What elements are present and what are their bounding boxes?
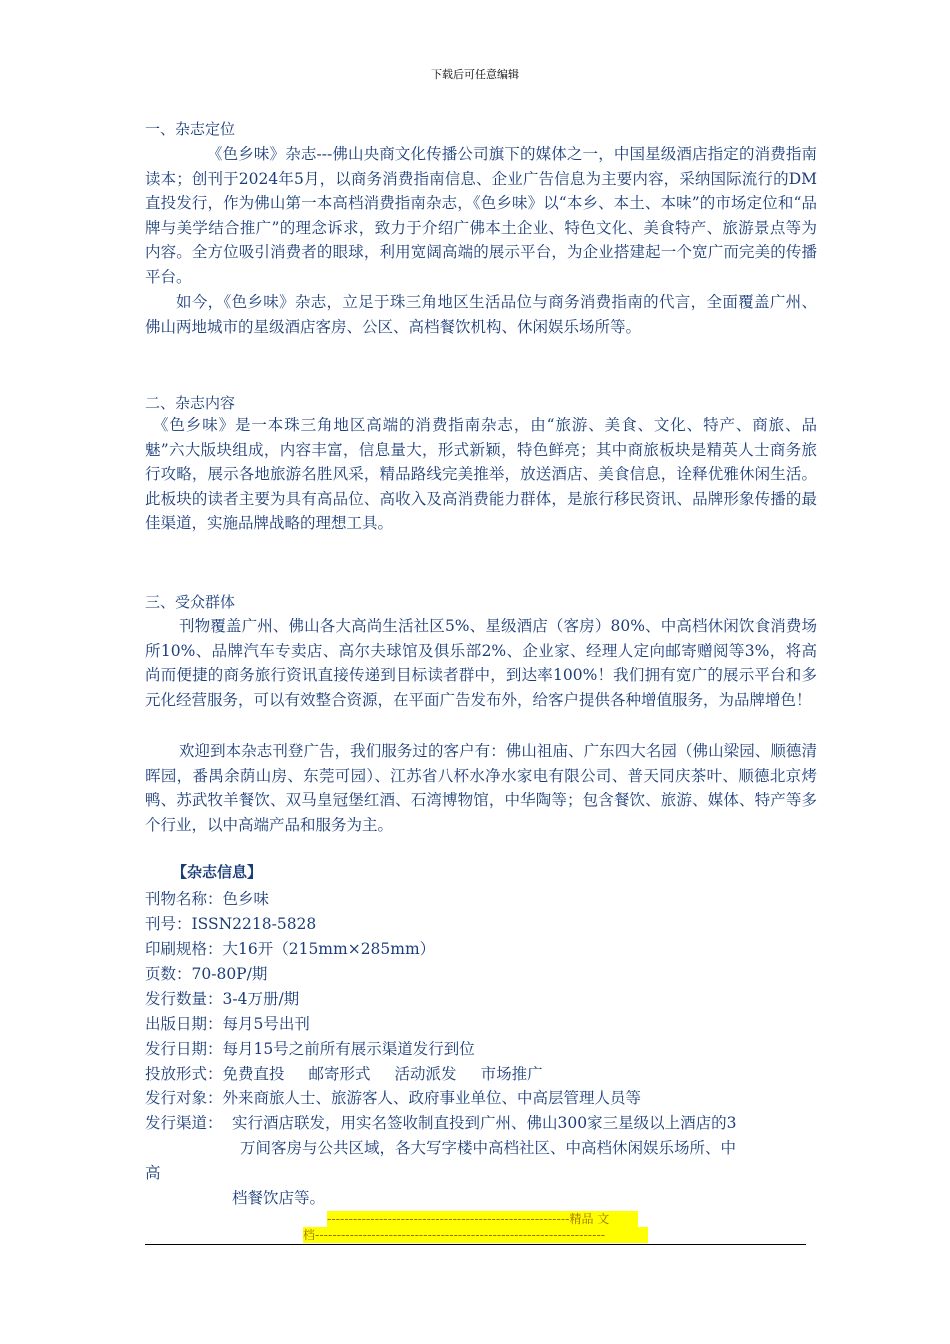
footer-divider <box>145 1244 806 1245</box>
page-header-note: 下载后可任意编辑 <box>431 68 519 81</box>
info-channel-label: 发行渠道： <box>145 1114 223 1132</box>
audience-paragraph-2: 欢迎到本杂志刊登广告，我们服务过的客户有：佛山祖庙、广东四大名园（佛山梁园、顺德清晖园，番禺余荫山房、东莞可园）、江苏省八杯水净水家电有限公司、普天同庆茶叶、顺德北京烤鸭、苏武牧羊餐饮、双马皇冠堡红酒、石湾博物馆，中华陶等；包含餐饮、旅游、媒体、特产等多个行业，以中高端产品和服务为主。 <box>145 742 817 834</box>
info-title: 【杂志信息】 <box>172 863 263 881</box>
section-title-content: 二、杂志内容 <box>145 394 236 412</box>
info-channel-line: 实行酒店联发，用实名签收制直投到广州、佛山300家三星级以上酒店的3 <box>232 1114 737 1132</box>
info-circulation: 发行数量：3-4万册/期 <box>145 990 300 1008</box>
info-channel-line: 万间客房与公共区域，各大写字楼中高档社区、中高档休闲娱乐场所、中 <box>240 1139 737 1157</box>
info-pages: 页数：70-80P/期 <box>145 965 268 983</box>
info-target: 发行对象：外来商旅人士、旅游客人、政府事业单位、中高层管理人员等 <box>145 1089 642 1107</box>
footer-watermark-line: 档------------------------------------------------------------------- <box>303 1227 648 1243</box>
info-delivery-item: 免费直投 <box>222 1065 285 1083</box>
info-spec: 印刷规格：大16开（215mm×285mm） <box>145 940 436 958</box>
info-delivery <box>145 1062 543 1087</box>
content-paragraph-1: 《色乡味》是一本珠三角地区高端的消费指南杂志，由“旅游、美食、文化、特产、商旅、品魅”六大版块组成，内容丰富，信息量大，形式新颖，特色鲜亮；其中商旅板块是精英人士商务旅行攻略，展示各地旅游名胜风采，精品路线完美推举，放送酒店、美食信息，诠释优雅休闲生活。此板块的读者主要为具有高品位、高收入及高消费能力群体，是旅行移民资讯、品牌形象传播的最佳渠道，实施品牌战略的理想工具。 <box>145 416 817 533</box>
section-title-positioning: 一、杂志定位 <box>145 120 236 138</box>
info-delivery-item: 活动派发 <box>394 1065 457 1083</box>
positioning-paragraph-1: 《色乡味》杂志---佛山央商文化传播公司旗下的媒体之一，中国星级酒店指定的消费指南读本；创刊于2024年5月，以商务消费指南信息、企业广告信息为主要内容，采纳国际流行的DM直投发行，作为佛山第一本高档消费指南杂志，《色乡味》以“本乡、本土、本味”的市场定位和“品牌与美学结合推广”的理念诉求，致力于介绍广佛本土企业、特色文化、美食特产、旅游景点等为内容。全方位吸引消费者的眼球，利用宽阔高端的展示平台，为企业搭建起一个宽广而完美的传播平台。 <box>145 145 817 286</box>
audience-paragraph-1: 刊物覆盖广州、佛山各大高尚生活社区5%、星级酒店（客房）80%、中高档休闲饮食消费场所10%、品牌汽车专卖店、高尔夫球馆及俱乐部2%、企业家、经理人定向邮寄赠阅等3%，将高尚而便捷的商务旅行资讯直接传递到目标读者群中，到达率100%！我们拥有宽广的展示平台和多元化经营服务，可以有效整合资源，在平面广告发布外，给客户提供各种增值服务，为品牌增色！ <box>145 617 817 709</box>
info-release-date: 发行日期：每月15号之前所有展示渠道发行到位 <box>145 1040 475 1058</box>
info-issn: 刊号：ISSN2218-5828 <box>145 915 317 933</box>
info-channel-line: 档餐饮店等。 <box>232 1189 326 1207</box>
info-publish-date: 出版日期：每月5号出刊 <box>145 1015 310 1033</box>
info-delivery-item: 市场推广 <box>480 1065 543 1083</box>
footer-watermark-line: --------------------------------------------------------精品 文 <box>327 1211 638 1227</box>
info-delivery-item: 邮寄形式 <box>308 1065 371 1083</box>
info-channel-line: 高 <box>145 1164 161 1182</box>
info-name: 刊物名称：色乡味 <box>145 890 270 908</box>
info-delivery-label: 投放形式： <box>145 1065 223 1083</box>
section-title-audience: 三、受众群体 <box>145 593 236 611</box>
positioning-paragraph-2: 如今，《色乡味》杂志，立足于珠三角地区生活品位与商务消费指南的代言，全面覆盖广州、佛山两地城市的星级酒店客房、公区、高档餐饮机构、休闲娱乐场所等。 <box>145 293 817 336</box>
